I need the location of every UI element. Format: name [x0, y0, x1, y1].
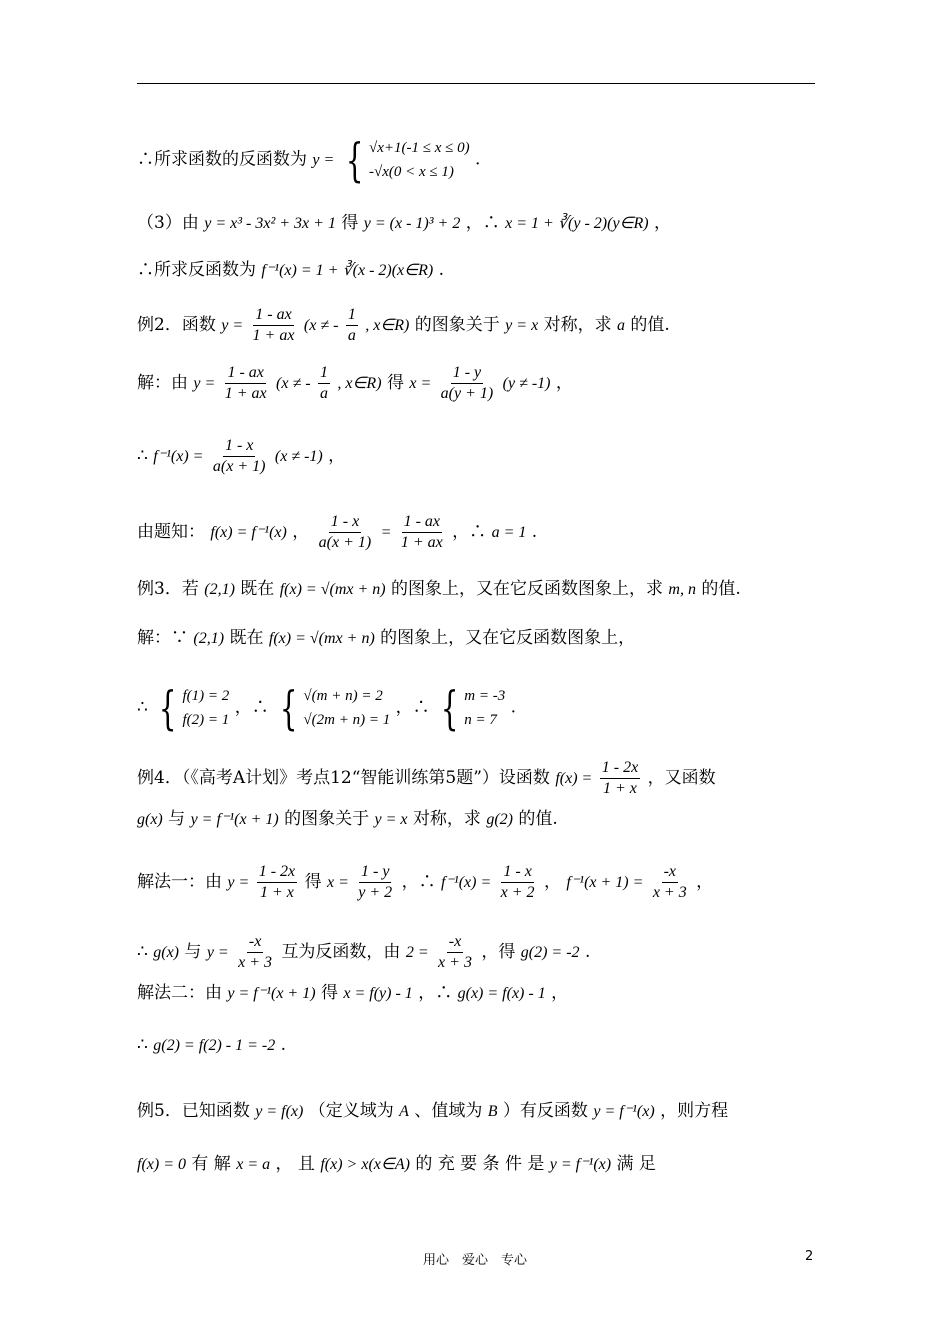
text: 得 [386, 373, 404, 393]
math: x = [326, 874, 349, 891]
fraction: $\frac{-x}{x + 3}$ [238, 933, 273, 971]
text: 的图象关于 [284, 809, 370, 829]
text: 的值. [518, 809, 558, 829]
math: y = [221, 317, 244, 334]
math: g(x) = f(x) - 1 [457, 985, 546, 1002]
text: ∴ [137, 446, 148, 466]
fraction: $\frac{-x}{x + 3}$ [652, 863, 687, 901]
math: (2,1) [193, 630, 225, 647]
math: a = 1 [491, 524, 527, 541]
case-1: √x+1(-1 ≤ x ≤ 0) [369, 140, 470, 156]
math: f(x) = √(mx + n) [279, 581, 386, 598]
text: 的 充 要 条 件 是 [415, 1154, 545, 1174]
math: x = a [236, 1156, 271, 1173]
page-footer: 用心 爱心 专心 [422, 1253, 527, 1268]
math: y = [193, 375, 216, 392]
math: f⁻¹(x) = [153, 448, 204, 465]
math: x = f(y) - 1 [343, 985, 413, 1002]
text: 例3．若 [137, 579, 199, 599]
math: y = [206, 944, 229, 961]
line-example-4 [137, 758, 716, 799]
line-method-2-result [137, 1034, 286, 1057]
math: y = f⁻¹(x + 1) [190, 811, 279, 828]
fraction: $\frac{1}{a}$ [319, 364, 328, 402]
text: 解法二：由 [137, 983, 222, 1003]
line-example-4-cont [137, 808, 558, 831]
text: . [531, 522, 538, 542]
page-number: 2 [805, 1249, 814, 1264]
math: f(x) = f⁻¹(x) [210, 524, 287, 541]
text: ，∴ [234, 697, 269, 718]
text: ， [543, 872, 561, 892]
text: ，∴ [418, 983, 453, 1003]
text: ，∴ [452, 522, 487, 542]
math: y = f(x) [255, 1103, 304, 1120]
line-inverse-result [137, 259, 444, 282]
text: 的图象关于 [414, 315, 500, 335]
math: 2 = [405, 944, 429, 961]
system-brace: { m = -3 n = 7 [440, 681, 506, 735]
fraction: $\frac{1 - 2x}{1 + x}$ [258, 863, 296, 901]
line-example-3 [137, 578, 741, 601]
math: , x∈R) [337, 375, 382, 392]
text: 的值. [701, 579, 741, 599]
text: 例5．已知函数 [137, 1101, 250, 1121]
math: f(x) = 0 [137, 1156, 186, 1173]
math: y = f⁻¹(x + 1) [227, 985, 316, 1002]
text: ， [551, 983, 569, 1003]
text: 由题知： [137, 522, 205, 542]
math: g(x) [153, 944, 179, 961]
math: f(x) > x(x∈A) [320, 1156, 410, 1173]
math: g(2) = f(2) - 1 = -2 [153, 1037, 276, 1054]
math: (y ≠ -1) [502, 375, 551, 392]
fraction: $\frac{1 - y}{y + 2}$ [358, 863, 393, 901]
text: 互为反函数，由 [281, 942, 401, 962]
text: ，∴ [465, 213, 500, 233]
math: g(2) = -2 [520, 944, 580, 961]
math: (2,1) [204, 581, 235, 598]
text: 与 [168, 809, 186, 829]
math: = [380, 524, 392, 541]
math: y = f⁻¹(x) [549, 1156, 612, 1173]
text: 解法一：由 [137, 872, 222, 892]
math: a [616, 317, 625, 334]
line-solution-3 [137, 627, 635, 650]
text: ， 且 [275, 1154, 315, 1174]
text: （3）由 [137, 213, 199, 233]
math: y = f⁻¹(x) [593, 1103, 655, 1120]
case-2: -√x(0 < x ≤ 1) [369, 164, 454, 180]
text: 得 [341, 213, 359, 233]
line-part3 [137, 212, 671, 235]
text: 对称，求 [543, 315, 612, 335]
text: ∴ [137, 1035, 148, 1055]
math: g(2) [486, 811, 513, 828]
text: 得 [320, 983, 338, 1003]
math: f(x) = √(mx + n) [268, 630, 375, 647]
fraction: $\frac{1 - x}{a(x + 1)}$ [212, 437, 266, 475]
text: 有 解 [191, 1154, 231, 1174]
math: , x∈R) [365, 317, 410, 334]
text: ， [292, 522, 310, 542]
text: 对称，求 [412, 809, 481, 829]
text: 解：由 [137, 373, 188, 393]
fraction: $\frac{-x}{x + 3}$ [438, 933, 472, 971]
text: 既在 [240, 579, 275, 599]
line-systems [137, 681, 517, 735]
math: y = x [505, 317, 539, 334]
math: g(x) [137, 811, 163, 828]
math: f⁻¹(x + 1) = [566, 874, 644, 891]
text: 的图象上，又在它反函数图象上， [380, 628, 636, 648]
piecewise-brace: { √x+1(-1 ≤ x ≤ 0) -√x(0 < x ≤ 1) [345, 133, 470, 187]
math: f⁻¹(x) = [441, 874, 492, 891]
math: y = [312, 151, 335, 169]
text: ， [654, 213, 672, 233]
text: . [584, 942, 591, 962]
line-given [137, 512, 537, 553]
math: y = x³ - 3x² + 3x + 1 [204, 215, 336, 232]
fraction: $\frac{1 - ax}{1 + ax}$ [224, 364, 267, 402]
text: ， [696, 872, 714, 892]
math: f⁻¹(x) = 1 + ∛(x - 2)(x∈R) [261, 262, 434, 279]
math: f(x) = [555, 770, 593, 787]
text: ，∴ [395, 697, 430, 718]
math: m, n [668, 581, 696, 598]
text: 例2．函数 [137, 315, 216, 335]
math: A [399, 1103, 409, 1120]
text: 例4．（《高考A计划》考点12“智能训练第5题”）设函数 [137, 768, 550, 788]
text: . [510, 697, 517, 718]
line-example-2 [137, 305, 670, 346]
math: (x ≠ -1) [274, 448, 323, 465]
text: . [280, 1035, 287, 1055]
fraction: $\frac{1}{a}$ [347, 306, 356, 344]
text: ∴ [137, 697, 148, 718]
math: (x ≠ - [276, 375, 311, 392]
text: （定义域为 [308, 1101, 394, 1121]
line-method-1-cont [137, 932, 590, 973]
line-inverse-piecewise [137, 133, 481, 187]
math: (x ≠ - [303, 317, 339, 334]
text: 解：∵ [137, 628, 188, 648]
line-method-2 [137, 982, 568, 1005]
text: ）有反函数 [502, 1101, 588, 1121]
text: ， [328, 446, 346, 466]
fraction: $\frac{1 - ax}{1 + ax}$ [400, 513, 443, 551]
text: 得 [304, 872, 322, 892]
text: ，则方程 [660, 1101, 729, 1121]
fraction: $\frac{1 - x}{x + 2}$ [500, 863, 535, 901]
line-method-1 [137, 862, 713, 903]
line-solution-2 [137, 363, 573, 404]
math: x = [409, 375, 432, 392]
math: y = [227, 874, 250, 891]
fraction: $\frac{1 - 2x}{1 + x}$ [601, 759, 639, 797]
text: ∴所求函数的反函数为 [137, 149, 307, 170]
fraction: $\frac{1 - ax}{1 + ax}$ [252, 306, 295, 344]
math: y = (x - 1)³ + 2 [363, 215, 461, 232]
text: . [475, 149, 481, 170]
text: ∴所求反函数为 [137, 260, 256, 280]
text: 与 [184, 942, 202, 962]
text: ，∴ [401, 872, 436, 892]
system-brace: { √(m + n) = 2 √(2m + n) = 1 [279, 681, 391, 735]
text: ，又函数 [647, 768, 716, 788]
text: 、值域为 [414, 1101, 483, 1121]
text: ， [555, 373, 573, 393]
text: ∴ [137, 942, 148, 962]
math: B [487, 1103, 498, 1120]
line-inverse-2 [137, 436, 345, 477]
text: 的图象上，又在它反函数图象上，求 [391, 579, 663, 599]
text: 满 足 [616, 1154, 656, 1174]
text: . [438, 260, 445, 280]
text: 的值. [630, 315, 670, 335]
math: y = x [374, 811, 408, 828]
line-example-5-cont [137, 1153, 656, 1176]
system-brace: { f(1) = 2 f(2) = 1 [159, 681, 230, 735]
line-example-5 [137, 1100, 728, 1123]
header-rule [137, 83, 815, 84]
text: 既在 [229, 628, 264, 648]
fraction: $\frac{1 - x}{a(x + 1)}$ [318, 513, 372, 551]
fraction: $\frac{1 - y}{a(y + 1)}$ [440, 364, 494, 402]
math: x = 1 + ∛(y - 2)(y∈R) [505, 215, 649, 232]
text: ，得 [481, 942, 516, 962]
